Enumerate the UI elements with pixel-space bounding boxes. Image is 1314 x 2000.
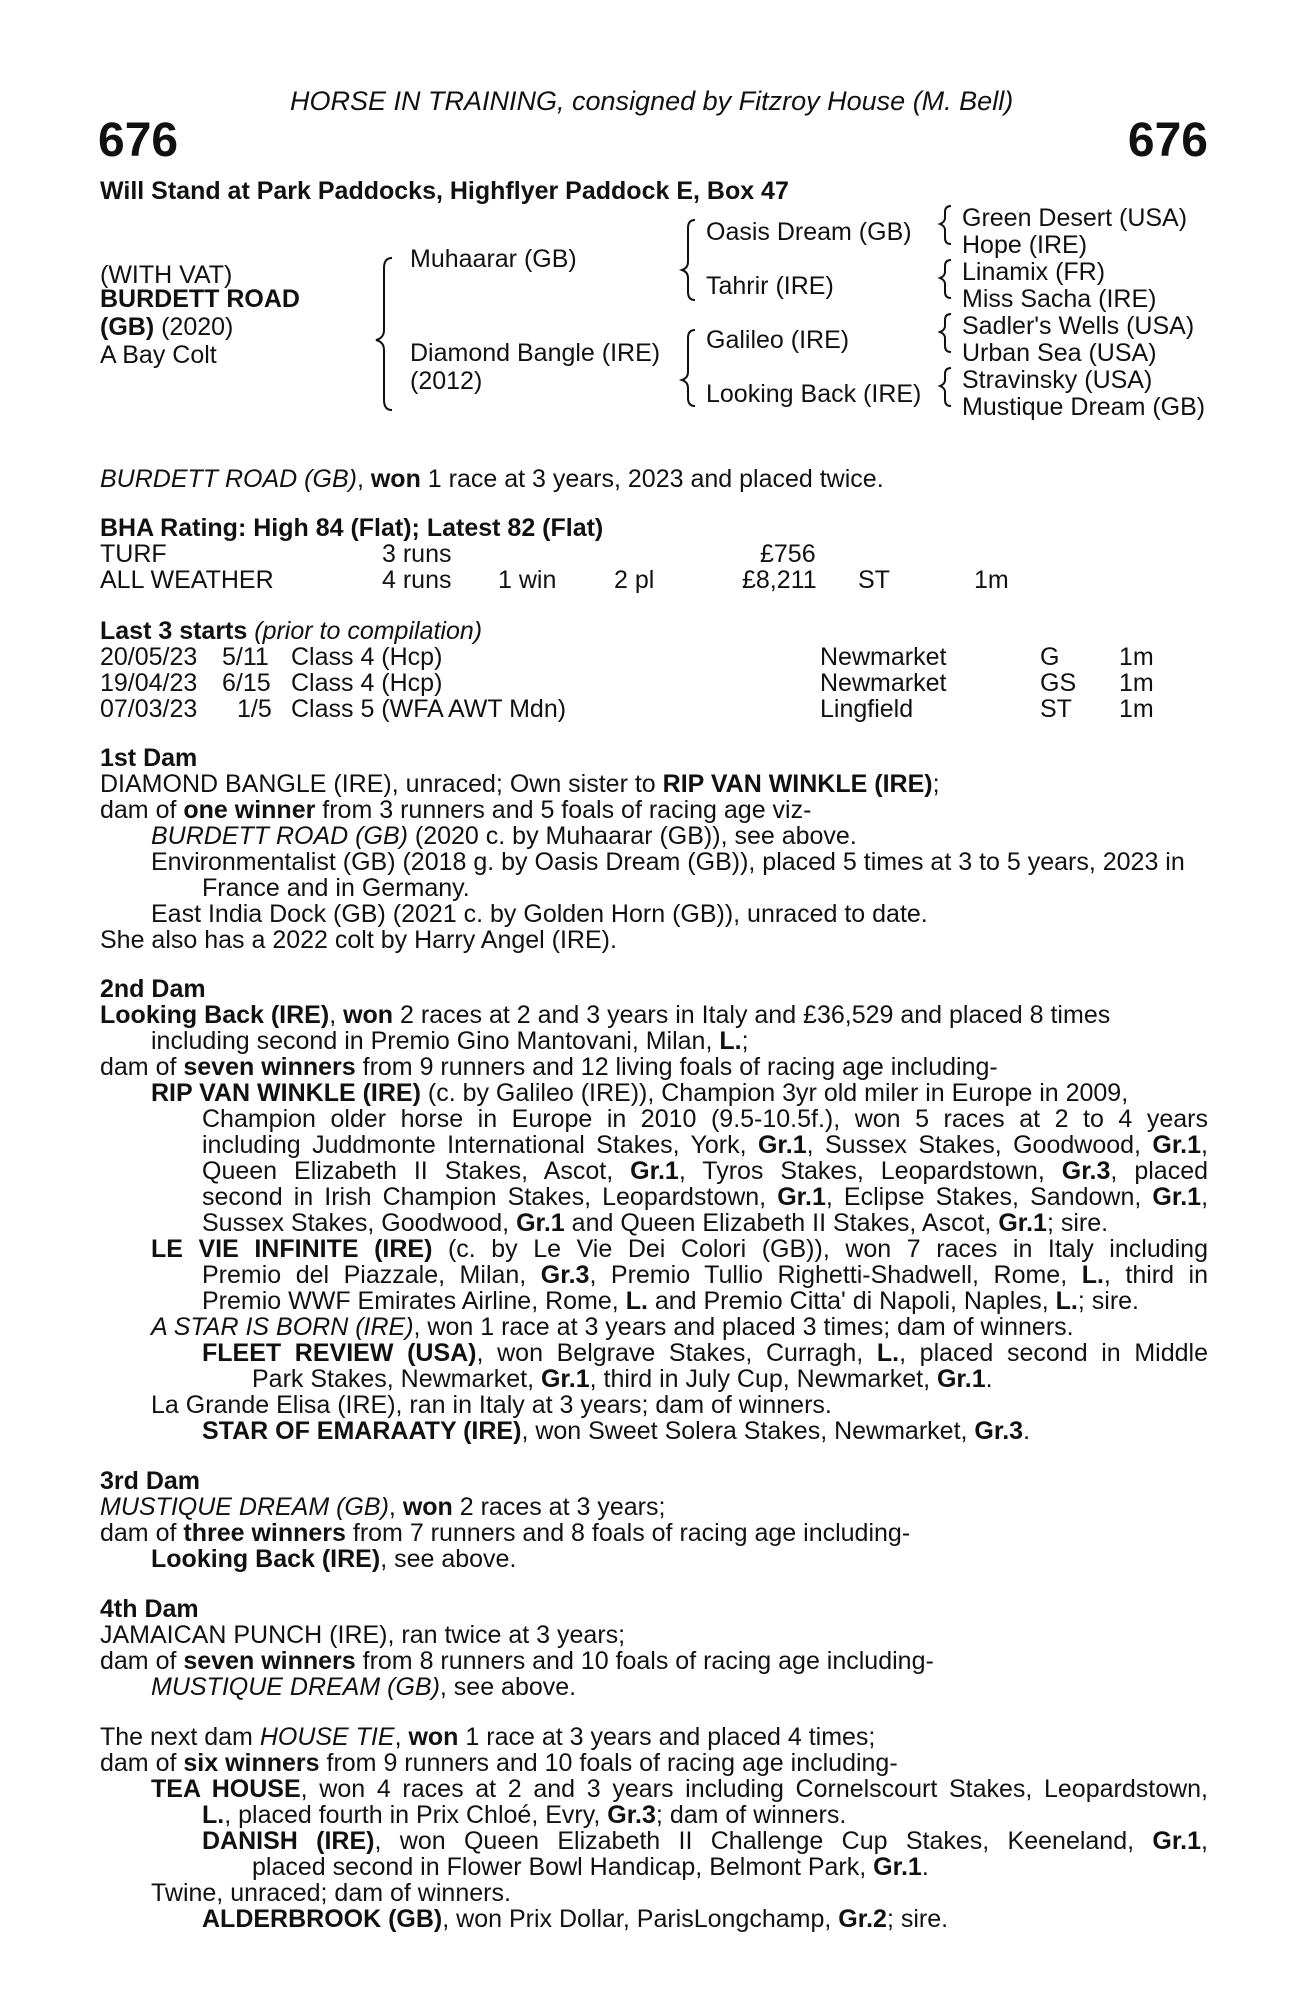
- brace-sire: [682, 220, 695, 300]
- lot-number-left: 676: [98, 114, 179, 167]
- pedigree-dd-dam: Mustique Dream (GB): [962, 393, 1206, 421]
- dam2-line: [151, 1028, 749, 1054]
- dam3-title: 3rd Dam: [100, 1467, 201, 1495]
- dam1-text: dam of: [100, 796, 184, 824]
- rating-distance: 1m: [974, 566, 1009, 594]
- fr-text: , third in July Cup, Newmarket,: [589, 1365, 937, 1393]
- nextdam-winners: six winners: [183, 1749, 320, 1777]
- start-course: Lingfield: [820, 695, 914, 723]
- pedigree-sd-dam: Miss Sacha (IRE): [962, 285, 1157, 313]
- consignment-line: HORSE IN TRAINING, consigned by Fitzroy House (M. Bell): [290, 86, 1014, 116]
- brace-sd: [940, 260, 951, 298]
- rvw-text: Queen Elizabeth II Stakes, Ascot,: [202, 1157, 631, 1185]
- brace-dam: [682, 330, 695, 406]
- rvw-grade: Gr.3: [1061, 1157, 1111, 1185]
- horse-year: (2020): [154, 313, 234, 341]
- dam1-winners: one winner: [183, 796, 316, 824]
- dam4-text: , see above.: [439, 1673, 577, 1701]
- start-going: ST: [1040, 695, 1072, 723]
- rating-going: ST: [858, 566, 890, 594]
- pedigree-dd-sire: Stravinsky (USA): [962, 366, 1153, 394]
- fr-text: .: [985, 1365, 993, 1393]
- lvi-grade: L.: [1081, 1261, 1104, 1289]
- rvw-grade: Gr.1: [777, 1183, 826, 1211]
- lvi-text: Premio del Piazzale, Milan,: [202, 1261, 541, 1289]
- danish-grade: Gr.1: [873, 1853, 922, 1881]
- dam3-text: ,: [388, 1493, 403, 1521]
- rvw-line: Champion older horse in Europe in 2010 (9.5-10.5f.), won 5 races at 2 to 4 years: [202, 1105, 1208, 1133]
- start-date: 20/05/23: [100, 643, 198, 671]
- pedigree-ds-dam: Urban Sea (USA): [962, 339, 1157, 367]
- summary-name: BURDETT ROAD (GB): [100, 465, 357, 493]
- alderbrook-text: , won Prix Dollar, ParisLongchamp,: [442, 1905, 839, 1933]
- lvi-grade: L.: [625, 1287, 648, 1315]
- soe-text: , won Sweet Solera Stakes, Newmarket,: [521, 1417, 975, 1445]
- rvw-text: Sussex Stakes, Goodwood,: [202, 1209, 517, 1237]
- dam3-line: [151, 1546, 516, 1572]
- rating-surface: ALL WEATHER: [100, 566, 274, 594]
- nextdam-text: dam of: [100, 1749, 184, 1777]
- rvw-line: [202, 1210, 1108, 1236]
- teahouse-name: TEA HOUSE: [151, 1775, 301, 1803]
- lvi-text: ; sire.: [1077, 1287, 1139, 1315]
- pedigree-sire: Muhaarar (GB): [410, 245, 577, 273]
- pedigree-sire-sire: Oasis Dream (GB): [706, 218, 912, 246]
- rvw-line: [202, 1132, 1208, 1158]
- dam1-line: East India Dock (GB) (2021 c. by Golden Horn (GB)), unraced to date.: [151, 900, 928, 928]
- lge-line: La Grande Elisa (IRE), ran in Italy at 3 years; dam of winners.: [151, 1391, 832, 1419]
- danish-name: DANISH (IRE): [202, 1827, 375, 1855]
- dam4-foal: MUSTIQUE DREAM (GB): [151, 1673, 440, 1701]
- asb-line: [151, 1314, 1074, 1340]
- bha-rating: BHA Rating: High 84 (Flat); Latest 82 (Flat): [100, 514, 604, 542]
- fr-grade: Gr.1: [540, 1365, 590, 1393]
- dam1-line: Environmentalist (GB) (2018 g. by Oasis Dream (GB)), placed 5 times at 3 to 5 years, 2023 in: [151, 848, 1185, 876]
- dam4-winners: seven winners: [183, 1647, 356, 1675]
- last-starts-note: (prior to compilation): [247, 617, 483, 645]
- dam2-line: [100, 1054, 998, 1080]
- dam3-text: dam of: [100, 1519, 184, 1547]
- asb-name: A STAR IS BORN (IRE): [151, 1313, 414, 1341]
- last-starts-label: Last 3 starts: [100, 617, 248, 645]
- lvi-text: Premio WWF Emirates Airline, Rome,: [202, 1287, 626, 1315]
- nextdam-text: from 9 runners and 10 foals of racing age including-: [319, 1749, 898, 1777]
- lvi-grade: Gr.3: [540, 1261, 590, 1289]
- start-race: Class 4 (Hcp): [291, 643, 443, 671]
- teahouse-text: ; dam of winners.: [655, 1801, 847, 1829]
- dam2-text: ;: [741, 1027, 749, 1055]
- start-course: Newmarket: [820, 643, 947, 671]
- start-date: 07/03/23: [100, 695, 198, 723]
- fr-line: [202, 1340, 1208, 1366]
- nextdam-won: won: [408, 1723, 459, 1751]
- pedigree-ss-sire: Green Desert (USA): [962, 204, 1188, 232]
- rvw-grade: Gr.1: [1152, 1183, 1202, 1211]
- lot-number-right: 676: [1127, 114, 1208, 167]
- danish-text: , won Queen Elizabeth II Challenge Cup Stakes, Keeneland,: [374, 1827, 1153, 1855]
- dam1-line: [100, 771, 940, 797]
- dam4-line: [100, 1648, 934, 1674]
- alderbrook-name: ALDERBROOK (GB): [202, 1905, 443, 1933]
- dam3-line: [100, 1494, 665, 1520]
- fr-line: [252, 1366, 993, 1392]
- pedigree-ds-sire: Sadler's Wells (USA): [962, 312, 1195, 340]
- fr-text: , placed second in Middle: [899, 1339, 1208, 1367]
- start-going: GS: [1040, 669, 1077, 697]
- rvw-text: ,: [1201, 1131, 1208, 1159]
- nextdam-name: HOUSE TIE: [259, 1723, 395, 1751]
- rvw-text: (c. by Galileo (IRE)), Champion 3yr old miler in Europe in 2009,: [420, 1079, 1129, 1107]
- dam3-name: MUSTIQUE DREAM (GB): [100, 1493, 389, 1521]
- dam2-name: Looking Back (IRE): [100, 1001, 330, 1029]
- teahouse-grade: Gr.3: [607, 1801, 656, 1829]
- dam2-text: including second in Premio Gino Mantovani, Milan,: [151, 1027, 720, 1055]
- fr-text: Park Stakes, Newmarket,: [252, 1365, 541, 1393]
- horse-country: (GB): [100, 313, 155, 341]
- fr-grade: Gr.1: [936, 1365, 986, 1393]
- teahouse-text: , won 4 races at 2 and 3 years including Cornelscourt Stakes, Leopardstown,: [300, 1775, 1209, 1803]
- teahouse-grade: L.: [202, 1801, 225, 1829]
- summary-won: won: [370, 465, 421, 493]
- pedigree-sire-dam: Tahrir (IRE): [706, 272, 834, 300]
- dam2-title: 2nd Dam: [100, 975, 206, 1003]
- dam1-sister: RIP VAN WINKLE (IRE): [662, 770, 933, 798]
- dam3-text: 2 races at 3 years;: [452, 1493, 666, 1521]
- lvi-name: LE VIE INFINITE (IRE): [151, 1235, 433, 1263]
- start-distance: 1m: [1119, 695, 1154, 723]
- race-summary: BURDETT ROAD (GB), won 1 race at 3 years, 2023 and placed twice.: [100, 465, 884, 493]
- rvw-line: [202, 1184, 1208, 1210]
- danish-text: .: [921, 1853, 929, 1881]
- dam1-text: (2020 c. by Muhaarar (GB)), see above.: [407, 822, 857, 850]
- dam1-text: ;: [932, 770, 940, 798]
- dam4-text: dam of: [100, 1647, 184, 1675]
- nextdam-text: 1 race at 3 years and placed 4 times;: [458, 1723, 876, 1751]
- teahouse-line: [202, 1802, 846, 1828]
- rvw-grade: Gr.1: [757, 1131, 807, 1159]
- rvw-text: , Eclipse Stakes, Sandown,: [825, 1183, 1153, 1211]
- pedigree-dam-year: (2012): [410, 367, 483, 395]
- dam4-line: [151, 1674, 576, 1700]
- lvi-line: [202, 1262, 1208, 1288]
- rating-prize: £756: [760, 540, 816, 568]
- dam4-line: JAMAICAN PUNCH (IRE), ran twice at 3 years;: [100, 1621, 626, 1649]
- soe-text: .: [1023, 1417, 1031, 1445]
- start-race: Class 5 (WFA AWT Mdn): [291, 695, 567, 723]
- rating-runs: 3 runs: [382, 540, 452, 568]
- dam1-line: She also has a 2022 colt by Harry Angel (IRE).: [100, 926, 617, 954]
- horse-description: A Bay Colt: [100, 341, 217, 369]
- soe-name: STAR OF EMARAATY (IRE): [202, 1417, 522, 1445]
- rvw-text: , Tyros Stakes, Leopardstown,: [678, 1157, 1062, 1185]
- pedigree-dam-sire: Galileo (IRE): [706, 326, 850, 354]
- horse-name: BURDETT ROAD: [100, 285, 300, 313]
- dam3-foal: Looking Back (IRE): [151, 1545, 381, 1573]
- danish-text: placed second in Flower Bowl Handicap, Belmont Park,: [252, 1853, 874, 1881]
- lvi-line: [202, 1288, 1139, 1314]
- rvw-text: , Sussex Stakes, Goodwood,: [806, 1131, 1153, 1159]
- rvw-text: second in Irish Champion Stakes, Leopardstown,: [202, 1183, 778, 1211]
- dam1-title: 1st Dam: [100, 744, 198, 772]
- rating-placed: 2 pl: [614, 566, 655, 594]
- pedigree-dam-dam: Looking Back (IRE): [706, 380, 922, 408]
- dam3-winners: three winners: [183, 1519, 346, 1547]
- dam3-text: , see above.: [380, 1545, 517, 1573]
- start-course: Newmarket: [820, 669, 947, 697]
- dam3-text: from 7 runners and 8 foals of racing age including-: [345, 1519, 911, 1547]
- dam2-grade: L.: [719, 1027, 742, 1055]
- rvw-grade: Gr.1: [998, 1209, 1047, 1237]
- teahouse-line: [151, 1776, 1208, 1802]
- rvw-text: ; sire.: [1046, 1209, 1109, 1237]
- brace-main: [376, 258, 392, 410]
- fr-text: , won Belgrave Stakes, Curragh,: [476, 1339, 877, 1367]
- rating-surface: TURF: [100, 540, 167, 568]
- dam1-line: [100, 797, 811, 823]
- dam1-line: France and in Germany.: [202, 874, 470, 902]
- last-starts-title: [100, 618, 482, 644]
- rating-wins: 1 win: [498, 566, 557, 594]
- rvw-text: ,: [1201, 1183, 1209, 1211]
- dam2-text: ,: [329, 1001, 344, 1029]
- brace-dd: [940, 368, 951, 406]
- start-position: 5/11: [222, 643, 269, 671]
- nextdam-text: The next dam: [100, 1723, 260, 1751]
- start-race: Class 4 (Hcp): [291, 669, 443, 697]
- alderbrook-line: [202, 1906, 948, 1932]
- lvi-text: (c. by Le Vie Dei Colori (GB)), won 7 races in Italy including: [432, 1235, 1208, 1263]
- dam4-text: from 8 runners and 10 foals of racing age including-: [355, 1647, 934, 1675]
- stand-location: Will Stand at Park Paddocks, Highflyer Paddock E, Box 47: [100, 177, 789, 205]
- dam1-line: [151, 823, 857, 849]
- rvw-text: and Queen Elizabeth II Stakes, Ascot,: [564, 1209, 999, 1237]
- dam2-line: [100, 1002, 1110, 1028]
- dam2-winners: seven winners: [183, 1053, 356, 1081]
- nextdam-line: [100, 1724, 875, 1750]
- start-distance: 1m: [1119, 669, 1154, 697]
- dam3-won: won: [402, 1493, 453, 1521]
- fr-name: FLEET REVIEW (USA): [202, 1339, 477, 1367]
- danish-line: [252, 1854, 929, 1880]
- lvi-line: [151, 1236, 1208, 1262]
- rating-runs: 4 runs: [382, 566, 452, 594]
- start-position: 6/15: [222, 669, 271, 697]
- dam2-text: from 9 runners and 12 living foals of racing age including-: [355, 1053, 998, 1081]
- start-distance: 1m: [1119, 643, 1154, 671]
- rvw-text: , placed: [1110, 1157, 1209, 1185]
- dam2-won: won: [343, 1001, 394, 1029]
- dam4-title: 4th Dam: [100, 1595, 199, 1623]
- soe-line: [202, 1418, 1030, 1444]
- dam2-text: dam of: [100, 1053, 184, 1081]
- alderbrook-text: ; sire.: [886, 1905, 949, 1933]
- rvw-line: [151, 1080, 1128, 1106]
- lvi-text: , Premio Tullio Righetti-Shadwell, Rome,: [589, 1261, 1082, 1289]
- rvw-line: [202, 1158, 1208, 1184]
- alderbrook-grade: Gr.2: [838, 1905, 887, 1933]
- start-going: G: [1040, 643, 1060, 671]
- rvw-name: RIP VAN WINKLE (IRE): [151, 1079, 421, 1107]
- dam3-line: [100, 1520, 910, 1546]
- lvi-text: , third in: [1103, 1261, 1208, 1289]
- danish-text: ,: [1201, 1827, 1208, 1855]
- pedigree-ss-dam: Hope (IRE): [962, 231, 1088, 259]
- dam2-text: 2 races at 2 and 3 years in Italy and £36,529 and placed 8 times: [393, 1001, 1111, 1029]
- pedigree-sd-sire: Linamix (FR): [962, 258, 1106, 286]
- danish-grade: Gr.1: [1152, 1827, 1202, 1855]
- rvw-text: including Juddmonte International Stakes, York,: [202, 1131, 758, 1159]
- dam1-foal-name: BURDETT ROAD (GB): [151, 822, 408, 850]
- brace-ss: [940, 206, 951, 244]
- danish-line: [202, 1828, 1208, 1854]
- rvw-grade: Gr.1: [1152, 1131, 1202, 1159]
- dam1-text: from 3 runners and 5 foals of racing age viz-: [315, 796, 812, 824]
- brace-ds: [940, 314, 951, 352]
- fr-grade: L.: [876, 1339, 900, 1367]
- rvw-grade: Gr.1: [630, 1157, 679, 1185]
- dam1-text: DIAMOND BANGLE (IRE), unraced; Own sister to: [100, 770, 663, 798]
- start-position: 1/5: [237, 695, 272, 723]
- lvi-grade: L.: [1055, 1287, 1078, 1315]
- pedigree-dam: Diamond Bangle (IRE): [410, 339, 661, 367]
- nextdam-text: ,: [394, 1723, 409, 1751]
- soe-grade: Gr.3: [974, 1417, 1024, 1445]
- summary-rest: 1 race at 3 years, 2023 and placed twice.: [420, 465, 884, 493]
- rating-prize: £8,211: [742, 566, 817, 594]
- start-date: 19/04/23: [100, 669, 198, 697]
- teahouse-text: , placed fourth in Prix Chloé, Evry,: [224, 1801, 608, 1829]
- nextdam-line: [100, 1750, 898, 1776]
- rvw-grade: Gr.1: [516, 1209, 565, 1237]
- twine-line: Twine, unraced; dam of winners.: [151, 1879, 511, 1907]
- asb-text: , won 1 race at 3 years and placed 3 times; dam of winners.: [413, 1313, 1074, 1341]
- vat-note: (WITH VAT): [100, 261, 233, 289]
- lvi-text: and Premio Citta' di Napoli, Naples,: [647, 1287, 1056, 1315]
